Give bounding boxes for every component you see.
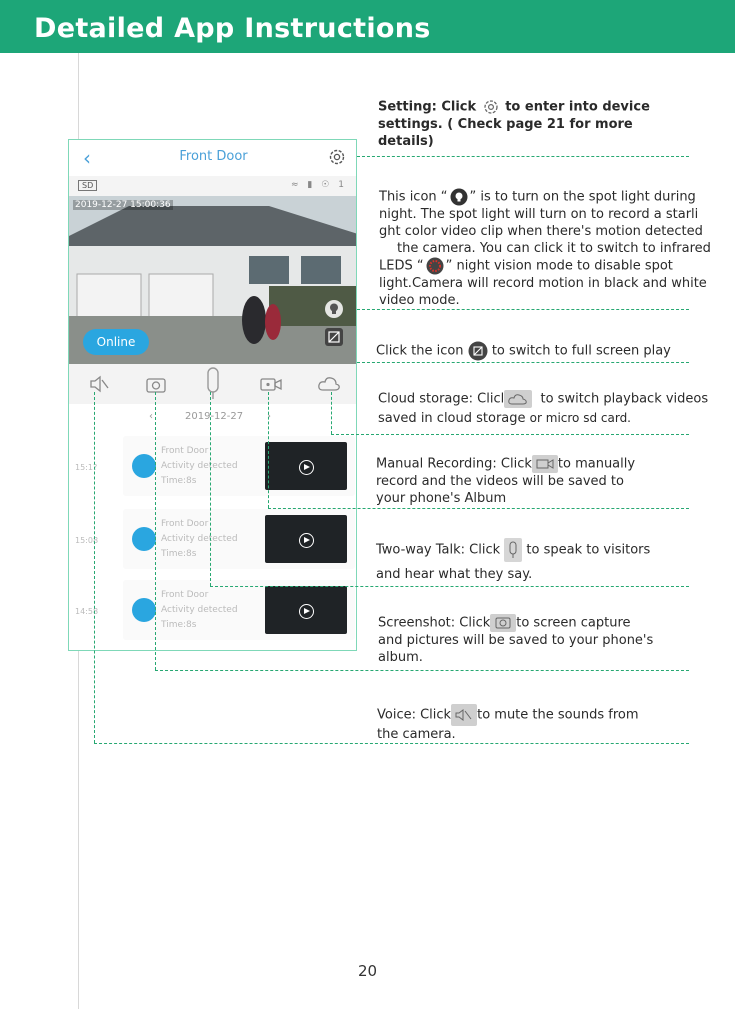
leader-line-talk xyxy=(210,586,689,587)
event-duration: Time:8s xyxy=(161,620,197,630)
leader-line-cloud-v xyxy=(331,392,332,434)
gear-icon[interactable] xyxy=(327,147,347,167)
device-status-bar xyxy=(69,176,357,196)
note-text: to speak to visitors xyxy=(526,542,651,558)
play-icon[interactable] xyxy=(299,460,314,475)
play-icon[interactable] xyxy=(299,533,314,548)
note-text: details) xyxy=(378,134,434,149)
camera-icon xyxy=(490,614,516,632)
note-text: to mute the sounds from xyxy=(477,707,639,723)
selected-date: 2019-12-27 xyxy=(185,411,244,422)
note-cloud xyxy=(378,390,723,427)
note-text: ” night vision mode to disable spot xyxy=(445,258,673,274)
gear-icon xyxy=(481,98,501,116)
event-device: Front Door xyxy=(161,446,209,456)
note-text: ” is to turn on the spot light during xyxy=(469,189,696,205)
event-duration: Time:8s xyxy=(161,549,197,559)
leader-line-voice-v xyxy=(94,392,95,743)
note-text: saved in cloud storage xyxy=(378,411,526,426)
video-timestamp: 2019-12-27 15:00:36 xyxy=(75,200,171,210)
leader-line-spotlight xyxy=(357,309,689,310)
note-setting xyxy=(378,98,678,150)
note-text: to enter into device xyxy=(505,99,650,115)
fullscreen-icon[interactable] xyxy=(325,328,343,346)
alarm-icon xyxy=(132,527,156,551)
note-text: Click the icon xyxy=(376,343,464,359)
record-icon xyxy=(532,455,558,473)
note-text: or micro sd card. xyxy=(529,411,631,425)
page-number: 20 xyxy=(357,962,378,980)
phone-screenshot xyxy=(68,139,357,651)
event-device: Front Door xyxy=(161,590,209,600)
microphone-icon xyxy=(504,538,522,562)
back-arrow-icon[interactable]: ‹ xyxy=(83,146,91,170)
leader-line-screenshot xyxy=(155,670,689,671)
microphone-icon[interactable] xyxy=(201,366,225,402)
page-title: Detailed App Instructions xyxy=(34,13,431,44)
chevron-right-icon[interactable]: › xyxy=(267,411,271,422)
note-text: Manual Recording: Click xyxy=(376,456,532,472)
note-text: ght color video clip when there's motion detected xyxy=(379,224,703,239)
note-screenshot xyxy=(378,614,698,666)
note-text: Voice: Click xyxy=(377,707,452,723)
note-text: to switch to full screen play xyxy=(491,343,671,359)
bulb-icon xyxy=(448,188,470,206)
note-text: your phone's Album xyxy=(376,491,507,506)
leader-line-record xyxy=(268,508,689,509)
note-talk xyxy=(376,538,706,583)
event-device: Front Door xyxy=(161,519,209,529)
alarm-icon xyxy=(132,454,156,478)
note-voice xyxy=(377,704,697,743)
note-text: the camera. You can click it to switch to infrared xyxy=(397,241,711,256)
note-text: LEDS “ xyxy=(379,258,424,274)
event-time: 15:08 xyxy=(75,536,99,545)
event-card[interactable] xyxy=(123,436,355,496)
control-toolbar xyxy=(69,364,357,404)
event-duration: Time:8s xyxy=(161,476,197,486)
leader-line-setting xyxy=(357,156,689,157)
note-record xyxy=(376,455,696,507)
note-fullscreen xyxy=(376,341,716,361)
leader-line-screenshot-v xyxy=(155,392,156,670)
event-thumbnail[interactable] xyxy=(265,586,347,634)
note-text: to screen capture xyxy=(516,615,631,631)
live-video[interactable] xyxy=(69,196,357,364)
viewer-count: 1 xyxy=(338,180,347,190)
note-text: and pictures will be saved to your phone's xyxy=(378,633,654,648)
note-text: Two-way Talk: Click xyxy=(376,542,501,558)
mute-icon xyxy=(451,704,477,726)
note-text: light.Camera will record motion in black and white xyxy=(379,276,707,291)
note-text: album. xyxy=(378,650,423,665)
date-navigator xyxy=(69,408,357,430)
note-text: This icon “ xyxy=(379,189,448,205)
note-text: settings. ( Check page 21 for more xyxy=(378,117,633,132)
event-thumbnail[interactable] xyxy=(265,515,347,563)
note-spotlight xyxy=(379,188,724,309)
infrared-led-icon xyxy=(424,257,446,275)
wifi-icon: ≈ xyxy=(291,180,302,190)
play-icon[interactable] xyxy=(299,604,314,619)
device-title: Front Door xyxy=(179,149,248,164)
event-activity: Activity detected xyxy=(161,605,238,615)
note-text: night. The spot light will turn on to record a starli xyxy=(379,207,699,222)
fullscreen-icon xyxy=(468,341,488,361)
note-text: the camera. xyxy=(377,727,456,742)
note-text: to manually xyxy=(557,456,636,472)
app-top-bar xyxy=(69,140,357,176)
leader-line-record-v xyxy=(268,392,269,508)
sd-card-badge: SD xyxy=(78,180,97,191)
cloud-icon[interactable] xyxy=(317,372,341,396)
event-time: 14:58 xyxy=(75,607,99,616)
event-time: 15:1? xyxy=(75,463,98,472)
note-text: and hear what they say. xyxy=(376,567,533,582)
note-text: record and the videos will be saved to xyxy=(376,474,624,489)
event-thumbnail[interactable] xyxy=(265,442,347,490)
note-text: Setting: Click xyxy=(378,99,477,115)
header-bar xyxy=(0,0,735,53)
eye-icon: ☉ xyxy=(321,180,333,190)
record-icon[interactable] xyxy=(259,372,283,396)
event-card[interactable] xyxy=(123,509,355,569)
event-activity: Activity detected xyxy=(161,534,238,544)
battery-icon: ▮ xyxy=(307,180,316,190)
note-text: Screenshot: Click xyxy=(378,615,491,631)
note-text: Cloud storage: Clicl xyxy=(378,391,505,407)
leader-line-voice xyxy=(94,743,689,744)
leader-line-cloud xyxy=(331,434,689,435)
cloud-icon xyxy=(504,390,532,408)
note-text: video mode. xyxy=(379,293,460,308)
status-icons xyxy=(291,180,347,190)
mute-icon[interactable] xyxy=(87,372,111,396)
leader-line-fullscreen xyxy=(357,362,689,363)
note-text: to switch playback videos xyxy=(540,391,709,407)
online-badge: Online xyxy=(83,329,149,355)
spotlight-bulb-icon[interactable] xyxy=(325,300,343,318)
camera-icon[interactable] xyxy=(144,372,168,396)
event-card[interactable] xyxy=(123,580,355,640)
leader-line-talk-v xyxy=(210,392,211,586)
alarm-icon xyxy=(132,598,156,622)
chevron-left-icon[interactable]: ‹ xyxy=(149,411,153,422)
event-activity: Activity detected xyxy=(161,461,238,471)
